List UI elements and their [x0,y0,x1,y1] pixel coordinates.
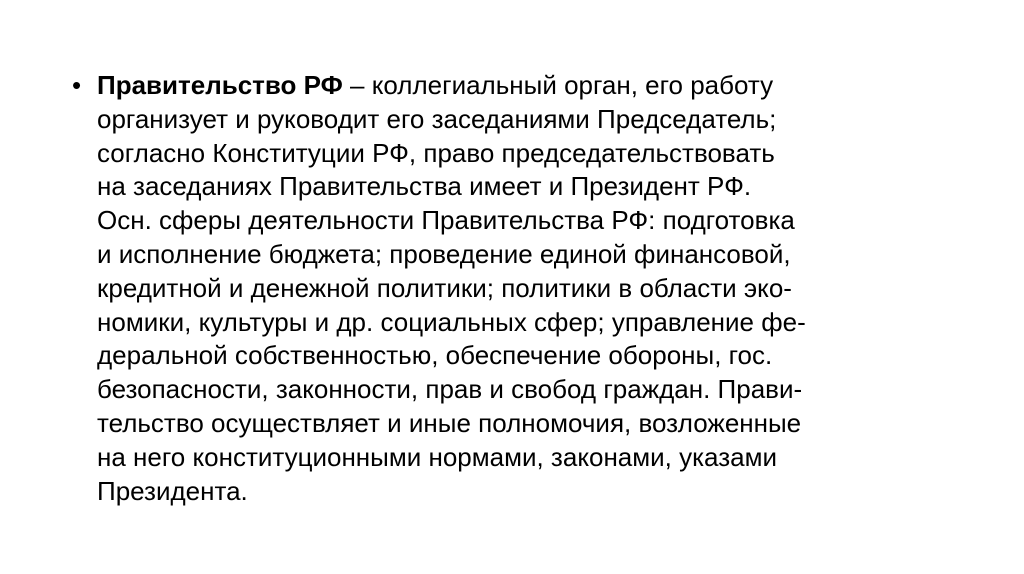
text-line: согласно Конституции РФ, право председательствовать [97,137,775,168]
text-line: на него конституционными нормами, законами, указами [97,441,777,472]
text-line: организует и руководит его заседаниями Председатель; [97,103,777,134]
text-line: Президента. [97,475,248,506]
text-line: и исполнение бюджета; проведение единой финансовой, [97,238,791,269]
text-line: на заседаниях Правительства имеет и Президент РФ. [97,171,752,202]
text-line: безопасности, законности, прав и свобод граждан. Прави- [97,374,803,405]
bullet-marker: • [72,70,82,100]
text-line [97,69,806,103]
bullet-text [97,69,806,508]
text-line: Осн. сферы деятельности Правительства РФ: подготовка [97,205,795,236]
bold-term: Правительство РФ [97,70,343,100]
text-line: деральной собственностью, обеспечение обороны, гос. [97,340,773,371]
text-line: кредитной и денежной политики; политики в области эко- [97,272,792,303]
text-line: номики, культуры и др. социальных сфер; управление фе- [97,306,806,337]
text-line: тельство осуществляет и иные полномочия, возложенные [97,407,802,438]
first-line-text: – коллегиальный орган, его работу [342,70,774,100]
